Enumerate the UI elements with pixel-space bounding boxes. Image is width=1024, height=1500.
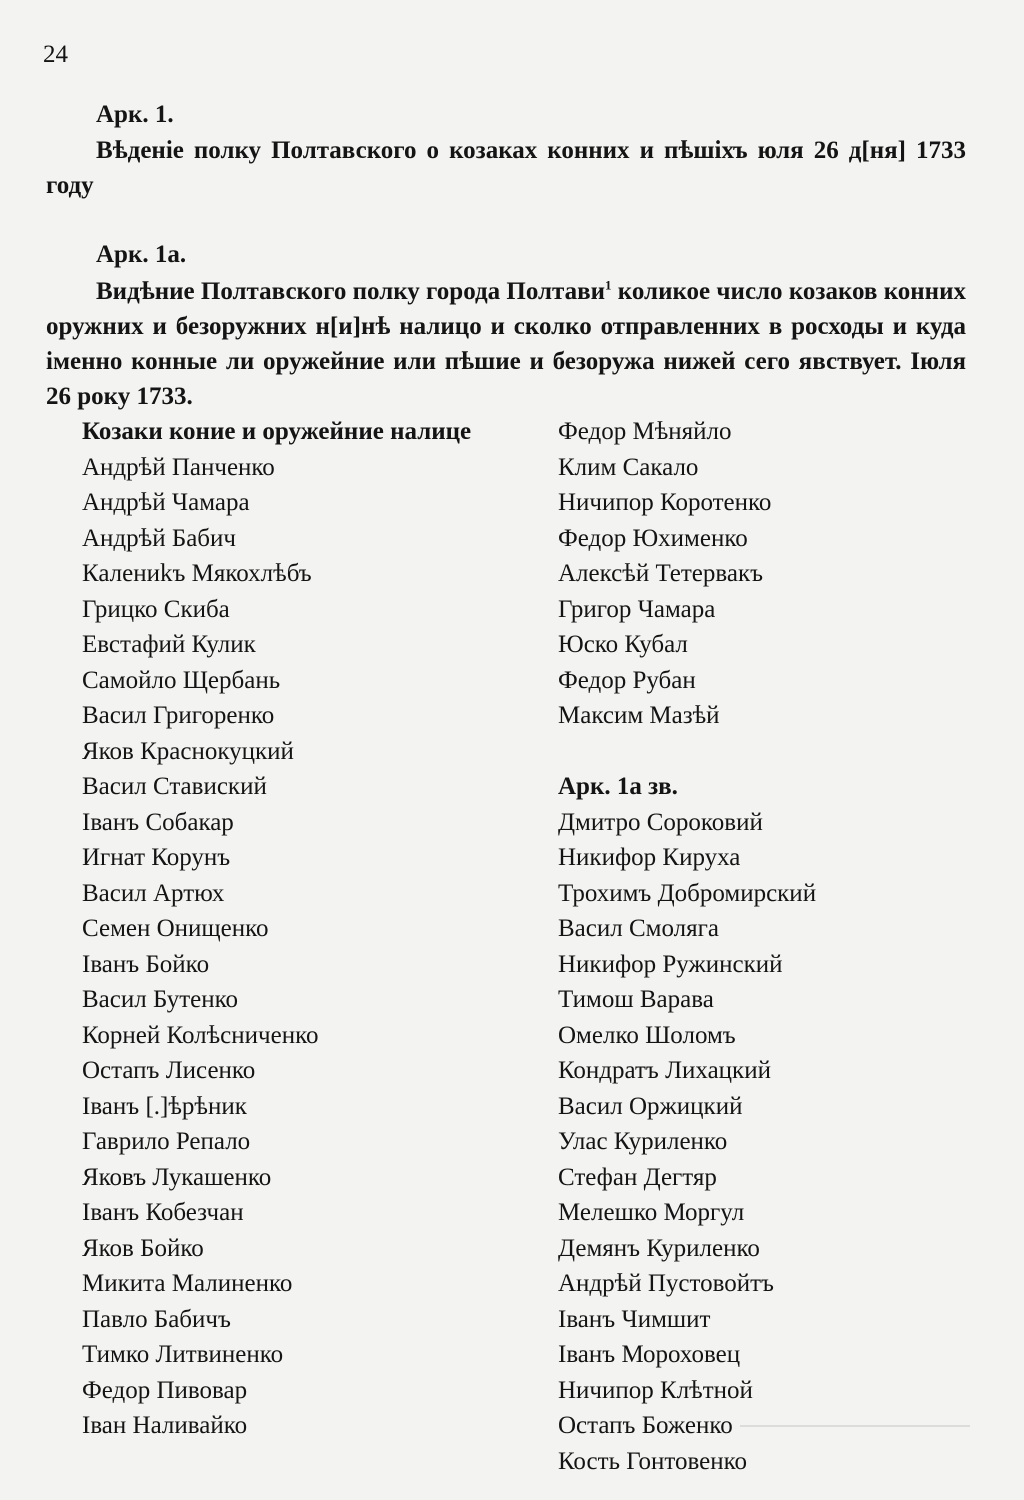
name-entry: Іванъ Мороховец <box>558 1341 741 1368</box>
name-entry: Васил Ставиский <box>82 773 267 800</box>
name-entry: Андрѣй Бабич <box>82 524 236 552</box>
name-entry: Васил Бутенко <box>82 986 238 1013</box>
bleed-through-rule <box>740 1425 970 1427</box>
name-entry: Юско Кубал <box>558 631 688 658</box>
name-entry: Яков Краснокуцкий <box>82 737 294 765</box>
name-entry: Корней Колѣсниченко <box>82 1021 319 1049</box>
name-entry: Андрѣй Чамара <box>82 489 250 516</box>
name-entry: Тимош Варава <box>558 986 714 1013</box>
page-number: 24 <box>43 41 68 68</box>
name-entry: Іванъ Кобезчан <box>82 1199 244 1226</box>
name-entry: Васил Смоляга <box>558 915 719 942</box>
name-entry: Васил Григоренко <box>82 702 275 729</box>
name-entry: Ничипор Коротенко <box>558 489 772 516</box>
paragraph-text-end: коликое число козаков конних оружних и безоружних н[и]нѣ налицо и сколко отправленних в росходы и куда іменно конные ли оружейние или пѣшие и безоружа нижей сего явствует. Іюля 26 року 1733. <box>46 278 966 410</box>
sheet-1a-paragraph <box>46 274 966 414</box>
footnote-marker: 1 <box>605 277 612 293</box>
name-entry: Ничипор Клѣтной <box>558 1376 753 1404</box>
left-column <box>46 414 506 1444</box>
name-entry: Васил Оржицкий <box>558 1092 743 1120</box>
spacer <box>558 734 978 770</box>
name-entry: Іван Наливайко <box>82 1412 248 1439</box>
name-entry: Яков Бойко <box>82 1234 204 1262</box>
name-entry: Яковъ Лукашенко <box>82 1163 272 1191</box>
paragraph-text-start: Видѣние Полтавского полку города Полтави <box>96 278 606 305</box>
name-entry: Семен Онищенко <box>82 915 269 942</box>
right-name-list-top <box>558 414 978 734</box>
sheet-1-title: Вѣденіе полку Полтавского о козаках конних и пѣшіхъ юля 26 д[ня] 1733 году <box>46 137 966 199</box>
name-entry: Стефан Дегтяр <box>558 1163 717 1191</box>
name-entry: Никифор Ружинский <box>558 950 783 978</box>
name-entry: Григор Чамара <box>558 595 716 623</box>
name-entry: Клим Сакало <box>558 453 699 481</box>
name-entry: Трохимъ Добромирский <box>558 879 817 907</box>
name-entry: Дмитро Сороковий <box>558 808 763 836</box>
name-entry: Калениkъ Мякохлѣбъ <box>82 560 312 587</box>
name-entry: Іванъ [.]ѣрѣник <box>82 1092 247 1120</box>
name-entry: Федор Рубан <box>558 666 696 694</box>
name-entry: Игнат Корунъ <box>82 844 231 871</box>
name-entry: Алексѣй Тетервакъ <box>558 560 764 587</box>
name-entry: Тимко Литвиненко <box>82 1341 284 1368</box>
name-entry: Самойло Щербань <box>82 666 281 694</box>
name-entry: Іванъ Собакар <box>82 808 234 836</box>
name-entry: Улас Куриленко <box>558 1128 728 1155</box>
name-entry: Федор Мѣняйло <box>558 418 732 445</box>
sheet-1-heading: Арк. 1. <box>96 101 174 128</box>
name-entry: Андрѣй Панченко <box>82 453 275 481</box>
name-entry: Омелко Шоломъ <box>558 1021 736 1049</box>
name-entry: Никифор Кируха <box>558 844 741 871</box>
name-entry: Грицко Скиба <box>82 595 230 623</box>
name-entry: Остапъ Лисенко <box>82 1057 256 1084</box>
right-name-list-bottom <box>558 805 978 1480</box>
name-entry: Микита Малиненко <box>82 1270 293 1297</box>
name-entry: Іванъ Бойко <box>82 950 210 978</box>
name-entry: Федор Пивовар <box>82 1376 248 1404</box>
name-entry: Максим Мазѣй <box>558 702 720 729</box>
name-entry: Остапъ Боженко <box>558 1412 733 1439</box>
sheet-1a-heading: Арк. 1а. <box>96 241 187 268</box>
name-entry: Гаврило Репало <box>82 1128 251 1155</box>
section-heading: Козаки коние и оружейние налице <box>82 418 472 445</box>
name-entry: Васил Артюх <box>82 879 225 907</box>
name-entry: Евстафий Кулик <box>82 631 256 658</box>
name-entry: Мелешко Моргул <box>558 1199 745 1226</box>
name-entry: Іванъ Чимшит <box>558 1305 711 1333</box>
name-entry: Павло Бабичъ <box>82 1305 231 1333</box>
right-column <box>558 414 978 1479</box>
name-entry: Кость Гонтовенко <box>558 1447 747 1475</box>
sheet-1a-reverse-heading: Арк. 1а зв. <box>558 773 678 800</box>
name-entry: Федор Юхименко <box>558 524 748 552</box>
left-name-list <box>46 450 506 1444</box>
name-entry: Демянъ Куриленко <box>558 1234 760 1262</box>
name-entry: Кондратъ Лихацкий <box>558 1057 771 1084</box>
name-entry: Андрѣй Пустовойтъ <box>558 1270 774 1297</box>
